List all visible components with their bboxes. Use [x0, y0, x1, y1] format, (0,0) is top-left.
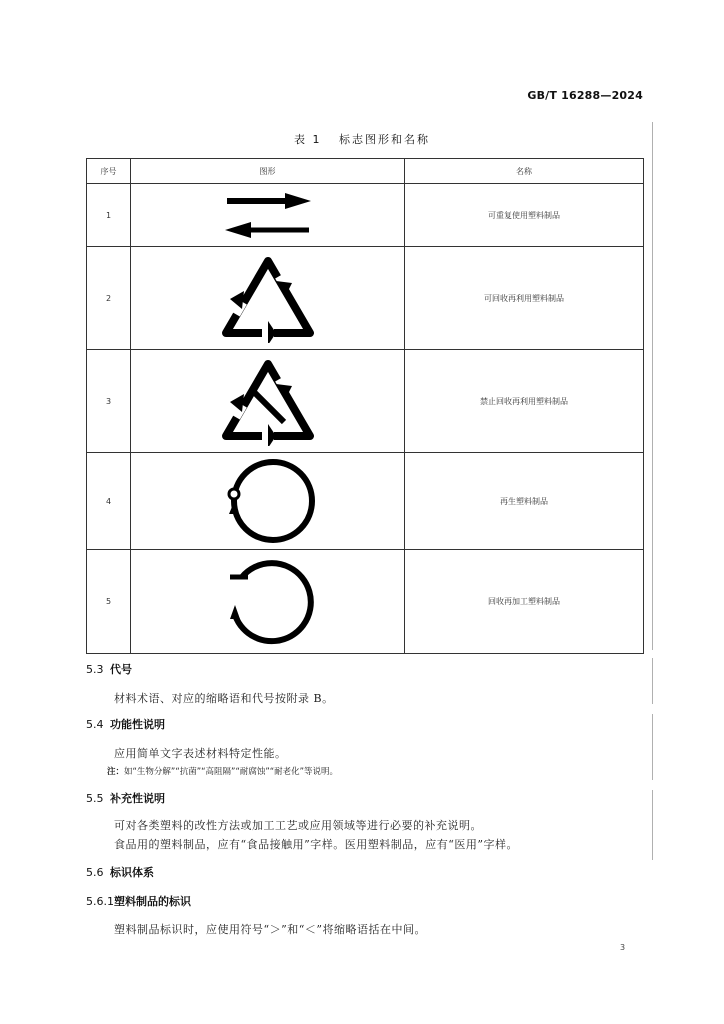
reusable-arrows-icon	[223, 187, 313, 243]
table-row	[87, 550, 644, 654]
section-title: 代号	[110, 663, 132, 676]
table-row	[87, 453, 644, 550]
row-index: 1	[87, 184, 131, 247]
row-name: 再生塑料制品	[405, 453, 644, 550]
margin-line	[652, 658, 653, 704]
row-index: 5	[87, 550, 131, 654]
row-index: 2	[87, 247, 131, 350]
row-index: 3	[87, 350, 131, 453]
section-title: 标识体系	[110, 866, 154, 879]
section-number: 5.5	[86, 792, 104, 805]
column-header-name: 名称	[405, 159, 644, 184]
section-paragraph: 可对各类塑料的改性方法或加工工艺或应用领域等进行必要的补充说明。	[114, 819, 482, 832]
figure-cell	[131, 247, 405, 350]
section-heading-5-4	[86, 716, 165, 732]
regenerated-circle-icon	[218, 456, 318, 546]
row-name: 可回收再利用塑料制品	[405, 247, 644, 350]
section-number: 5.6	[86, 866, 104, 879]
note-label: 注：	[107, 767, 125, 777]
section-paragraph: 应用简单文字表述材料特定性能。	[114, 747, 287, 760]
row-index: 4	[87, 453, 131, 550]
note	[107, 765, 338, 777]
page-number: 3	[620, 943, 626, 952]
margin-line	[652, 122, 653, 650]
figure-cell	[131, 184, 405, 247]
margin-line	[652, 790, 653, 860]
margin-line	[652, 714, 653, 780]
table-row	[87, 184, 644, 247]
table-caption: 标志图形和名称	[339, 133, 430, 146]
section-number: 5.3	[86, 663, 104, 676]
section-title: 补充性说明	[110, 792, 165, 805]
section-paragraph: 材料术语、对应的缩略语和代号按附录 B。	[114, 692, 334, 705]
column-header-index: 序号	[87, 159, 131, 184]
section-heading-5-6	[86, 864, 154, 880]
reprocessed-circle-icon	[218, 557, 318, 647]
section-paragraph: 塑料制品标识时，应使用符号“＞”和“＜”将缩略语括在中间。	[114, 923, 426, 936]
row-name: 回收再加工塑料制品	[405, 550, 644, 654]
section-title: 塑料制品的标识	[114, 895, 191, 908]
table-title	[0, 131, 724, 147]
section-heading-5-3	[86, 661, 132, 677]
symbols-table	[86, 158, 644, 654]
section-number: 5.6.1	[86, 895, 114, 908]
row-name: 禁止回收再利用塑料制品	[405, 350, 644, 453]
section-title: 功能性说明	[110, 718, 165, 731]
section-heading-5-6-1	[86, 893, 191, 909]
section-number: 5.4	[86, 718, 104, 731]
table-row	[87, 247, 644, 350]
figure-cell	[131, 453, 405, 550]
table-number: 表 1	[294, 133, 322, 146]
standard-code: GB/T 16288—2024	[527, 89, 643, 102]
section-heading-5-5	[86, 790, 165, 806]
non-recyclable-triangle-icon	[218, 356, 318, 446]
note-text: 如“生物分解”“抗菌”“高阻隔”“耐腐蚀”“耐老化”等说明。	[124, 767, 339, 777]
figure-cell	[131, 350, 405, 453]
table-row	[87, 350, 644, 453]
table-header-row	[87, 159, 644, 184]
recyclable-triangle-icon	[218, 253, 318, 343]
row-name: 可重复使用塑料制品	[405, 184, 644, 247]
section-paragraph: 食品用的塑料制品，应有“食品接触用”字样。医用塑料制品，应有“医用”字样。	[114, 838, 518, 851]
figure-cell	[131, 550, 405, 654]
column-header-figure: 图形	[131, 159, 405, 184]
